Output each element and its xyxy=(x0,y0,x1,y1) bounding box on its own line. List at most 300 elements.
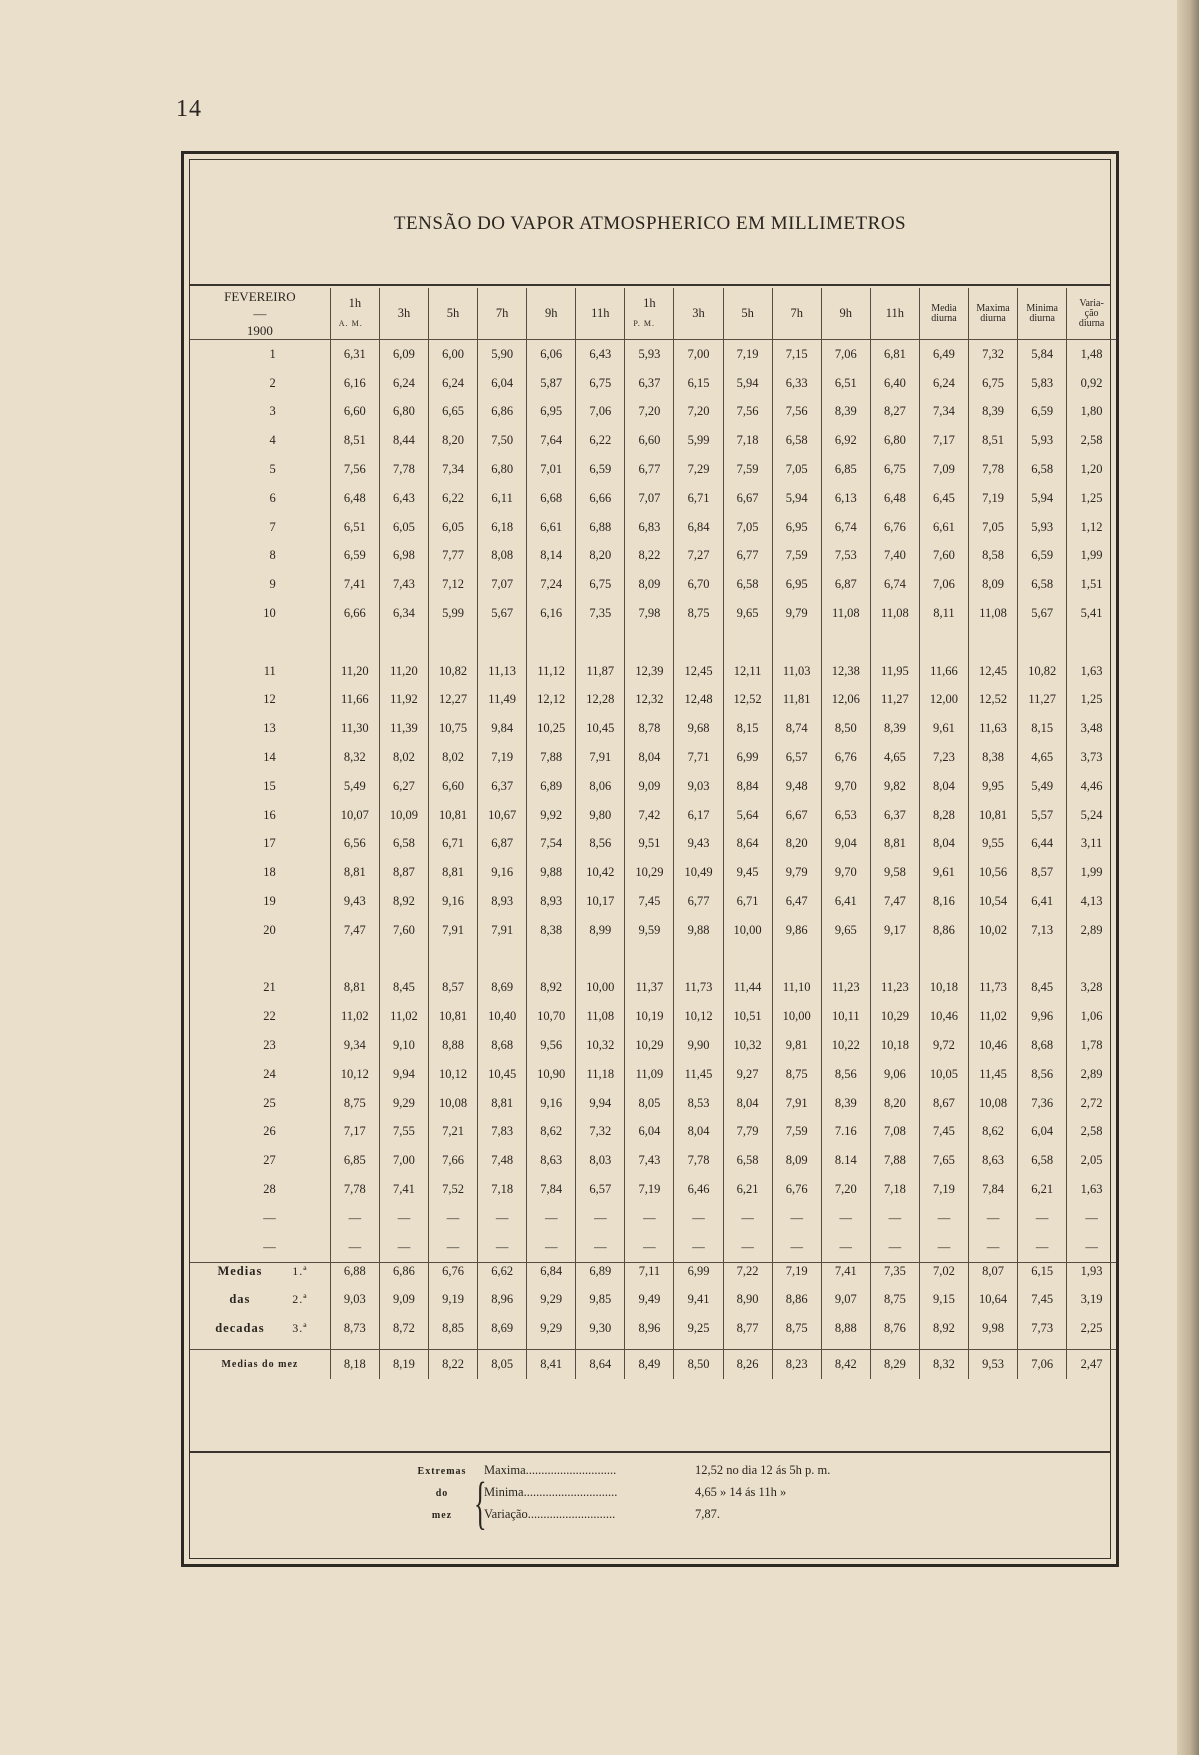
value-cell: 8,51 xyxy=(330,426,379,455)
value-cell: 6,59 xyxy=(1018,542,1067,571)
gap-cell xyxy=(870,945,919,974)
value-cell: 9,81 xyxy=(772,1031,821,1060)
value-cell: 10,18 xyxy=(870,1031,919,1060)
value-cell: 6,51 xyxy=(821,369,870,398)
day-cell: 5 xyxy=(269,462,276,477)
value-cell: 10,18 xyxy=(919,974,968,1003)
value-cell: 6,27 xyxy=(379,772,428,801)
value-cell: 7,48 xyxy=(478,1146,527,1175)
table-frame xyxy=(181,151,1119,1567)
value-cell: 10,51 xyxy=(723,1002,772,1031)
extremes-label-2: do xyxy=(435,1488,449,1499)
decade-mean-value: 2,25 xyxy=(1067,1320,1116,1349)
value-cell: 12,48 xyxy=(674,686,723,715)
value-cell: 6,89 xyxy=(527,772,576,801)
value-cell: 6,92 xyxy=(821,426,870,455)
value-cell: 8,04 xyxy=(674,1118,723,1147)
day-cell: 8 xyxy=(269,548,276,563)
header-dash: — xyxy=(253,306,267,321)
value-cell: 1,06 xyxy=(1067,1002,1116,1031)
decade-mean-label: decadas xyxy=(215,1321,265,1336)
value-cell: 9,70 xyxy=(821,858,870,887)
header-variacao-l2: ção xyxy=(1084,307,1099,319)
value-cell: 6,21 xyxy=(723,1175,772,1204)
value-cell: 6,74 xyxy=(821,513,870,542)
value-cell: 2,05 xyxy=(1067,1146,1116,1175)
value-cell: 7,59 xyxy=(772,1118,821,1147)
value-cell: 10,75 xyxy=(428,714,477,743)
value-cell: 7,47 xyxy=(870,887,919,916)
table-row xyxy=(190,513,1116,542)
value-cell: 7,20 xyxy=(821,1175,870,1204)
dash-cell: — xyxy=(1067,1233,1116,1262)
value-cell: 1,12 xyxy=(1067,513,1116,542)
value-cell: 1,25 xyxy=(1067,686,1116,715)
dash-cell: — xyxy=(1018,1204,1067,1233)
value-cell: 9,61 xyxy=(919,858,968,887)
value-cell: 5,99 xyxy=(428,599,477,628)
extremes-max-value: 12,52 no dia 12 ás 5h p. m. xyxy=(695,1463,831,1477)
value-cell: 10,45 xyxy=(478,1060,527,1089)
gap-cell xyxy=(527,628,576,657)
value-cell: 10,09 xyxy=(379,801,428,830)
value-cell: 9,56 xyxy=(527,1031,576,1060)
value-cell: 11,66 xyxy=(919,657,968,686)
month-mean-value: 7,06 xyxy=(1018,1349,1067,1378)
value-cell: 11,23 xyxy=(870,974,919,1003)
value-cell: 10,81 xyxy=(428,801,477,830)
dash-cell: — xyxy=(969,1233,1018,1262)
value-cell: 6,49 xyxy=(919,340,968,369)
day-cell: 12 xyxy=(263,692,276,707)
gap-cell xyxy=(379,945,428,974)
value-cell: 6,88 xyxy=(576,513,625,542)
value-cell: 5,49 xyxy=(330,772,379,801)
value-cell: 7,01 xyxy=(527,455,576,484)
am-label: A. M. xyxy=(338,319,363,328)
decade-mean-value: 7,41 xyxy=(821,1262,870,1291)
table-row xyxy=(190,743,1116,772)
day-cell: 25 xyxy=(263,1095,276,1110)
value-cell: 6,75 xyxy=(576,369,625,398)
value-cell: 6,22 xyxy=(576,426,625,455)
header-variacao-l3: diurna xyxy=(1078,317,1105,329)
value-cell: 11,02 xyxy=(330,1002,379,1031)
value-cell: 9,70 xyxy=(821,772,870,801)
decade-mean-label-cell xyxy=(190,1291,330,1320)
value-cell: 6,37 xyxy=(625,369,674,398)
hour-label: 9h xyxy=(544,306,558,320)
value-cell: 11,87 xyxy=(576,657,625,686)
value-cell: 1,80 xyxy=(1067,398,1116,427)
pm-label: P. M. xyxy=(633,319,656,328)
value-cell: 3,73 xyxy=(1067,743,1116,772)
decade-mean-value: 7,22 xyxy=(723,1262,772,1291)
table-row xyxy=(190,772,1116,801)
value-cell: 6,46 xyxy=(674,1175,723,1204)
value-cell: 6,41 xyxy=(1018,887,1067,916)
value-cell: 10,81 xyxy=(428,1002,477,1031)
value-cell: 6,58 xyxy=(723,570,772,599)
value-cell: 8,20 xyxy=(428,426,477,455)
decade-mean-value: 6,76 xyxy=(428,1262,477,1291)
value-cell: 8,15 xyxy=(1018,714,1067,743)
value-cell: 8,04 xyxy=(625,743,674,772)
value-cell: 8,63 xyxy=(969,1146,1018,1175)
value-cell: 6,95 xyxy=(772,513,821,542)
value-cell: 6,87 xyxy=(478,830,527,859)
value-cell: 2,58 xyxy=(1067,1118,1116,1147)
decade-mean-value: 8,07 xyxy=(969,1262,1018,1291)
dash-cell: — xyxy=(428,1233,477,1262)
value-cell: 8,38 xyxy=(527,916,576,945)
dash-cell: — xyxy=(263,1210,276,1225)
value-cell: 8,05 xyxy=(625,1089,674,1118)
decade-mean-value: 8,75 xyxy=(772,1320,821,1349)
value-cell: 9,86 xyxy=(772,916,821,945)
month-mean-row xyxy=(190,1349,1116,1378)
value-cell: 8,75 xyxy=(330,1089,379,1118)
value-cell: 7,40 xyxy=(870,542,919,571)
decade-ordinal: 3.ª xyxy=(292,1321,308,1336)
value-cell: 8,81 xyxy=(478,1089,527,1118)
decade-mean-value: 8,85 xyxy=(428,1320,477,1349)
value-cell: 7,84 xyxy=(527,1175,576,1204)
value-cell: 7,91 xyxy=(576,743,625,772)
value-cell: 7,45 xyxy=(625,887,674,916)
month-mean-value: 8,50 xyxy=(674,1349,723,1378)
value-cell: 9,55 xyxy=(969,830,1018,859)
page-title: TENSÃO DO VAPOR ATMOSPHERICO EM MILLIMETROS xyxy=(393,213,907,234)
value-cell: 6,58 xyxy=(1018,455,1067,484)
value-cell: 10,12 xyxy=(428,1060,477,1089)
value-cell: 10,32 xyxy=(723,1031,772,1060)
gap-cell xyxy=(190,945,330,974)
value-cell: 8,81 xyxy=(870,830,919,859)
value-cell: 1,51 xyxy=(1067,570,1116,599)
value-cell: 6,75 xyxy=(870,455,919,484)
dash-cell: — xyxy=(379,1204,428,1233)
hour-label: 7h xyxy=(495,306,509,320)
value-cell: 6,56 xyxy=(330,830,379,859)
value-cell: 9,59 xyxy=(625,916,674,945)
decade-mean-value: 10,64 xyxy=(969,1291,1018,1320)
value-cell: 6,24 xyxy=(379,369,428,398)
gap-cell xyxy=(772,945,821,974)
gap-cell xyxy=(723,628,772,657)
header-media-l2: diurna xyxy=(931,312,957,324)
value-cell: 6,31 xyxy=(330,340,379,369)
header-minima-l2: diurna xyxy=(1029,312,1055,324)
value-cell: 6,83 xyxy=(625,513,674,542)
table-row xyxy=(190,542,1116,571)
value-cell: 11,73 xyxy=(969,974,1018,1003)
hour-label: 5h xyxy=(741,306,754,320)
day-cell: 20 xyxy=(263,922,276,937)
value-cell: 6,16 xyxy=(527,599,576,628)
decade-mean-value: 7,73 xyxy=(1018,1320,1067,1349)
decade-mean-value: 6,88 xyxy=(330,1262,379,1291)
gap-cell xyxy=(919,945,968,974)
value-cell: 6,99 xyxy=(723,743,772,772)
value-cell: 6,67 xyxy=(772,801,821,830)
value-cell: 11,44 xyxy=(723,974,772,1003)
value-cell: 12,11 xyxy=(723,657,772,686)
decade-mean-value: 6,84 xyxy=(527,1262,576,1291)
value-cell: 7,88 xyxy=(870,1146,919,1175)
value-cell: 12,38 xyxy=(821,657,870,686)
month-mean-value: 8,49 xyxy=(625,1349,674,1378)
value-cell: 6,59 xyxy=(330,542,379,571)
day-cell: 18 xyxy=(263,865,276,880)
value-cell: 7,41 xyxy=(379,1175,428,1204)
gap-cell xyxy=(576,945,625,974)
month-mean-value: 8,23 xyxy=(772,1349,821,1378)
decade-mean-value: 3,19 xyxy=(1067,1291,1116,1320)
day-cell: 7 xyxy=(269,519,276,534)
value-cell: 11,45 xyxy=(969,1060,1018,1089)
value-cell: 6,24 xyxy=(428,369,477,398)
gap-cell xyxy=(330,945,379,974)
value-cell: 6,48 xyxy=(870,484,919,513)
value-cell: 8,50 xyxy=(821,714,870,743)
value-cell: 7,19 xyxy=(625,1175,674,1204)
decade-mean-value: 8,75 xyxy=(870,1291,919,1320)
header-maxima-l1: Maxima xyxy=(976,302,1010,314)
day-cell: 15 xyxy=(263,778,276,793)
value-cell: 8,38 xyxy=(969,743,1018,772)
value-cell: 6,57 xyxy=(772,743,821,772)
day-cell: 22 xyxy=(263,1009,276,1024)
dash-cell: — xyxy=(723,1204,772,1233)
value-cell: 6,58 xyxy=(723,1146,772,1175)
value-cell: 10,19 xyxy=(625,1002,674,1031)
gap-cell xyxy=(821,945,870,974)
decade-mean-value: 1,93 xyxy=(1067,1262,1116,1291)
value-cell: 7,18 xyxy=(870,1175,919,1204)
value-cell: 10,81 xyxy=(969,801,1018,830)
value-cell: 9,48 xyxy=(772,772,821,801)
decade-mean-value: 9,49 xyxy=(625,1291,674,1320)
value-cell: 7,52 xyxy=(428,1175,477,1204)
value-cell: 11,66 xyxy=(330,686,379,715)
header-variacao-l1: Varia- xyxy=(1079,297,1104,309)
month-mean-value: 2,47 xyxy=(1067,1349,1116,1378)
value-cell: 8,62 xyxy=(969,1118,1018,1147)
header-minima-l1: Minima xyxy=(1026,302,1058,314)
header-media xyxy=(919,288,968,340)
value-cell: 6,76 xyxy=(870,513,919,542)
value-cell: 5,41 xyxy=(1067,599,1116,628)
header-media-l1: Media xyxy=(931,302,957,314)
table-row xyxy=(190,1031,1116,1060)
value-cell: 9,04 xyxy=(821,830,870,859)
table-row xyxy=(190,686,1116,715)
month-mean-label: Medias do mez xyxy=(190,1349,330,1378)
value-cell: 1,78 xyxy=(1067,1031,1116,1060)
decade-mean-label: das xyxy=(229,1292,251,1307)
value-cell: 11,45 xyxy=(674,1060,723,1089)
value-cell: 9,95 xyxy=(969,772,1018,801)
value-cell: 10,54 xyxy=(969,887,1018,916)
value-cell: 8,56 xyxy=(576,830,625,859)
header-row xyxy=(190,288,1116,340)
value-cell: 8,09 xyxy=(772,1146,821,1175)
value-cell: 6,66 xyxy=(330,599,379,628)
value-cell: 6,71 xyxy=(723,887,772,916)
table-row xyxy=(190,1175,1116,1204)
value-cell: 6,71 xyxy=(674,484,723,513)
decade-mean-value: 6,99 xyxy=(674,1262,723,1291)
dash-cell: — xyxy=(821,1204,870,1233)
value-cell: 7,60 xyxy=(379,916,428,945)
value-cell: 7,66 xyxy=(428,1146,477,1175)
day-cell: 24 xyxy=(263,1066,276,1081)
value-cell: 9,92 xyxy=(527,801,576,830)
decade-mean-value: 9,25 xyxy=(674,1320,723,1349)
decade-mean-value: 8,96 xyxy=(625,1320,674,1349)
value-cell: 10,07 xyxy=(330,801,379,830)
header-hour xyxy=(723,288,772,340)
value-cell: 7,08 xyxy=(870,1118,919,1147)
value-cell: 10,45 xyxy=(576,714,625,743)
value-cell: 8,20 xyxy=(870,1089,919,1118)
value-cell: 7,06 xyxy=(919,570,968,599)
table-row xyxy=(190,801,1116,830)
value-cell: 6,81 xyxy=(870,340,919,369)
gap-cell xyxy=(625,628,674,657)
hour-label: 11h xyxy=(591,306,610,320)
value-cell: 11,02 xyxy=(969,1002,1018,1031)
value-cell: 8,74 xyxy=(772,714,821,743)
value-cell: 10,46 xyxy=(919,1002,968,1031)
value-cell: 11,20 xyxy=(379,657,428,686)
value-cell: 6,21 xyxy=(1018,1175,1067,1204)
value-cell: 11,09 xyxy=(625,1060,674,1089)
extremes-var-label: Variação............................ xyxy=(484,1507,616,1521)
value-cell: 6,85 xyxy=(330,1146,379,1175)
value-cell: 6,04 xyxy=(478,369,527,398)
value-cell: 9,51 xyxy=(625,830,674,859)
value-cell: 6,09 xyxy=(379,340,428,369)
value-cell: 6,61 xyxy=(527,513,576,542)
value-cell: 10,67 xyxy=(478,801,527,830)
value-cell: 8,57 xyxy=(428,974,477,1003)
value-cell: 7,77 xyxy=(428,542,477,571)
gap-cell xyxy=(1018,945,1067,974)
value-cell: 11,63 xyxy=(969,714,1018,743)
value-cell: 8,99 xyxy=(576,916,625,945)
value-cell: 6,45 xyxy=(919,484,968,513)
value-cell: 7,34 xyxy=(919,398,968,427)
value-cell: 6,58 xyxy=(1018,570,1067,599)
dash-cell: — xyxy=(379,1233,428,1262)
value-cell: 8,93 xyxy=(527,887,576,916)
value-cell: 6,43 xyxy=(576,340,625,369)
extremes-label-3: mez xyxy=(431,1510,453,1521)
value-cell: 6,13 xyxy=(821,484,870,513)
value-cell: 7,34 xyxy=(428,455,477,484)
value-cell: 6,58 xyxy=(772,426,821,455)
value-cell: 9,79 xyxy=(772,858,821,887)
value-cell: 8,78 xyxy=(625,714,674,743)
value-cell: 7,32 xyxy=(576,1118,625,1147)
dash-cell: — xyxy=(263,1239,276,1254)
day-cell: 13 xyxy=(263,721,276,736)
value-cell: 6,77 xyxy=(625,455,674,484)
value-cell: 6,74 xyxy=(870,570,919,599)
value-cell: 11,08 xyxy=(969,599,1018,628)
value-cell: 7,78 xyxy=(330,1175,379,1204)
value-cell: 6,66 xyxy=(576,484,625,513)
value-cell: 7,78 xyxy=(379,455,428,484)
value-cell: 7,19 xyxy=(919,1175,968,1204)
value-cell: 9,45 xyxy=(723,858,772,887)
value-cell: 8,68 xyxy=(1018,1031,1067,1060)
decade-mean-value: 8,96 xyxy=(478,1291,527,1320)
value-cell: 1,48 xyxy=(1067,340,1116,369)
value-cell: 8,11 xyxy=(919,599,968,628)
value-cell: 8,04 xyxy=(919,772,968,801)
value-cell: 5,87 xyxy=(527,369,576,398)
decade-mean-row xyxy=(190,1320,1116,1349)
gap-cell xyxy=(919,628,968,657)
value-cell: 3,48 xyxy=(1067,714,1116,743)
decade-mean-value: 9,15 xyxy=(919,1291,968,1320)
table-row xyxy=(190,916,1116,945)
value-cell: 8,39 xyxy=(870,714,919,743)
value-cell: 7,59 xyxy=(772,542,821,571)
value-cell: 8,93 xyxy=(478,887,527,916)
value-cell: 9,16 xyxy=(527,1089,576,1118)
table-row xyxy=(190,398,1116,427)
value-cell: 10,29 xyxy=(870,1002,919,1031)
gap-cell xyxy=(428,628,477,657)
value-cell: 6,05 xyxy=(428,513,477,542)
value-cell: 5,57 xyxy=(1018,801,1067,830)
value-cell: 9,96 xyxy=(1018,1002,1067,1031)
value-cell: 7,19 xyxy=(969,484,1018,513)
value-cell: 12,06 xyxy=(821,686,870,715)
decade-mean-value: 9,09 xyxy=(379,1291,428,1320)
decade-ordinal: 2.ª xyxy=(292,1292,308,1307)
value-cell: 10,12 xyxy=(330,1060,379,1089)
table-row xyxy=(190,484,1116,513)
value-cell: 10,08 xyxy=(969,1089,1018,1118)
value-cell: 10,32 xyxy=(576,1031,625,1060)
value-cell: 7,23 xyxy=(919,743,968,772)
value-cell: 8,53 xyxy=(674,1089,723,1118)
month-mean-value: 8,26 xyxy=(723,1349,772,1378)
month-mean-value: 8,32 xyxy=(919,1349,968,1378)
decade-mean-value: 8,92 xyxy=(919,1320,968,1349)
value-cell: 7,64 xyxy=(527,426,576,455)
value-cell: 9,94 xyxy=(379,1060,428,1089)
value-cell: 6,71 xyxy=(428,830,477,859)
hour-label: 9h xyxy=(839,306,853,320)
value-cell: 7,27 xyxy=(674,542,723,571)
gap-cell xyxy=(870,628,919,657)
value-cell: 10,02 xyxy=(969,916,1018,945)
value-cell: 10,82 xyxy=(428,657,477,686)
header-hour xyxy=(870,288,919,340)
gap-cell xyxy=(1018,628,1067,657)
value-cell: 9,27 xyxy=(723,1060,772,1089)
gap-cell xyxy=(723,945,772,974)
value-cell: 9,79 xyxy=(772,599,821,628)
day-cell: 21 xyxy=(263,980,276,995)
value-cell: 11,95 xyxy=(870,657,919,686)
